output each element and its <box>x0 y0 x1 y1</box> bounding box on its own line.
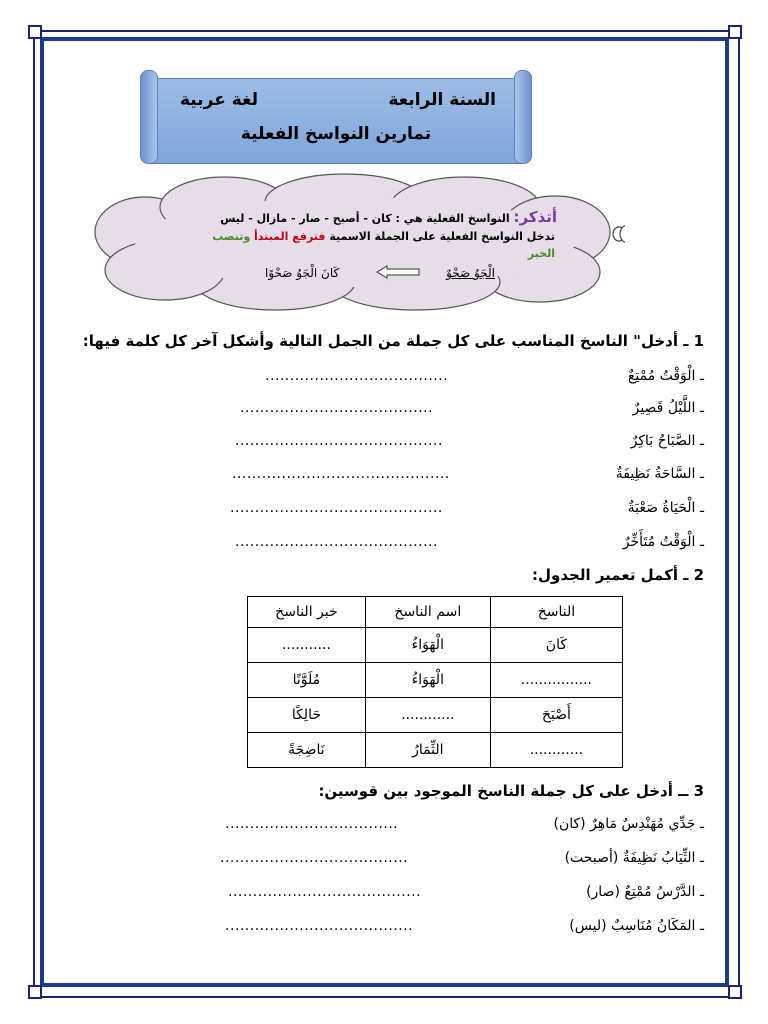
table-cell: الثِّمَارُ <box>365 733 490 768</box>
exercise1-item: ـ الْوَقْتُ مُتَأَخِّرٌ <box>622 534 704 550</box>
table-header: اسم الناسخ <box>365 597 490 628</box>
reminder-line3: الخبر <box>527 247 555 260</box>
frame-corner <box>28 25 42 39</box>
header-banner <box>140 70 532 164</box>
table-row <box>248 733 623 768</box>
exercise1-instruction: 1 ـ أدخل" الناسخ المناسب على كل جملة من الجمل التالية وأشكل آخر كل كلمة فيها: <box>82 332 704 350</box>
answer-blank[interactable]: .......................................... <box>235 433 443 449</box>
reminder-rule-raise: فترفع المبتدأ <box>254 230 326 243</box>
table-cell: كَانَ <box>490 628 622 663</box>
table-header: الناسخ <box>490 597 622 628</box>
exercise1-item: ـ الصَّبَاحُ بَاكِرٌ <box>630 433 704 449</box>
reminder-line1 <box>220 208 557 226</box>
table-cell: نَاضِجَةً <box>248 733 366 768</box>
reminder-line2 <box>212 230 555 243</box>
reminder-rule-accusative: وتنصب <box>212 230 251 243</box>
grade-label: السنة الرابعة <box>388 90 496 110</box>
exercise1-item: ـ السَّاحَةُ نَظِيفَةٌ <box>615 466 704 482</box>
exercise3-item: ـ جَدِّي مُهَنْدِسٌ مَاهِرٌ (كان) <box>553 816 704 832</box>
table-cell-blank[interactable]: ................ <box>490 663 622 698</box>
table-header: خبر الناسخ <box>248 597 366 628</box>
exercise1-item: ـ الْوَقْتُ مُمْتِعٌ <box>627 368 704 384</box>
frame-corner <box>728 25 742 39</box>
worksheet-title: تمارين النواسخ الفعلية <box>240 124 432 144</box>
exercise3-instruction: 3 ــ أدخل على كل جملة الناسخ الموجود بين قوسين: <box>318 782 704 800</box>
exercise2-instruction: 2 ـ أكمل تعمير الجدول: <box>532 566 704 584</box>
table-row <box>248 663 623 698</box>
banner-roll-left <box>140 70 158 164</box>
reminder-rule: تدخل النواسخ الفعلية على الجملة الاسمية <box>329 230 555 243</box>
reminder-verbs: النواسخ الفعلية هي : كان - أصبح - صار - مازال - ليس <box>220 212 510 225</box>
exercise1-item: ـ اللَّيْلُ قَصِيرٌ <box>632 400 704 416</box>
table-cell: مُلَوَّنًا <box>248 663 366 698</box>
table-cell-blank[interactable]: ............ <box>365 698 490 733</box>
subject-label: لغة عربية <box>180 90 259 110</box>
arrow-left-icon <box>375 264 421 280</box>
answer-blank[interactable]: ...................................... <box>225 918 414 934</box>
exercise1-item: ـ الْحَيَاةُ صَعْبَةٌ <box>627 500 704 516</box>
reminder-label: أتذكر: <box>513 208 557 226</box>
answer-blank[interactable]: ............................................ <box>232 466 450 482</box>
table-header-row <box>248 597 623 628</box>
table-cell: الْهَوَاءُ <box>365 663 490 698</box>
answer-blank[interactable]: ........................................... <box>230 500 443 516</box>
answer-blank[interactable]: ....................................... <box>240 400 434 416</box>
answer-blank[interactable]: ..................................... <box>265 368 449 384</box>
table-cell: حَالِكًا <box>248 698 366 733</box>
reminder-cloud <box>85 172 625 312</box>
table-row <box>248 698 623 733</box>
example-after: كَانَ الْجَوُ صَحْوًا <box>265 266 340 280</box>
table-cell-blank[interactable]: ............ <box>490 733 622 768</box>
exercise3-item: ـ المَكَانُ مُنَاسِبٌ (ليس) <box>569 918 704 934</box>
frame-corner <box>28 985 42 999</box>
answer-blank[interactable]: ....................................... <box>228 884 422 900</box>
example-before: الْجَوُ صَحْوٌ <box>446 266 495 280</box>
answer-blank[interactable]: ......................................... <box>235 534 438 550</box>
table-row <box>248 628 623 663</box>
frame-corner <box>728 985 742 999</box>
banner-roll-right <box>514 70 532 164</box>
table-cell-blank[interactable]: ........... <box>248 628 366 663</box>
verbs-table <box>247 596 623 768</box>
table-cell: أَصْبَحَ <box>490 698 622 733</box>
answer-blank[interactable]: ...................................... <box>220 850 409 866</box>
answer-blank[interactable]: ................................... <box>225 816 399 832</box>
exercise3-item: ـ الدَّرْسُ مُمْتِعٌ (صار) <box>586 884 704 900</box>
exercise3-item: ـ الثِّيَابُ نَظِيفَةٌ (أصبحت) <box>564 850 704 866</box>
table-cell: الْهَوَاءُ <box>365 628 490 663</box>
